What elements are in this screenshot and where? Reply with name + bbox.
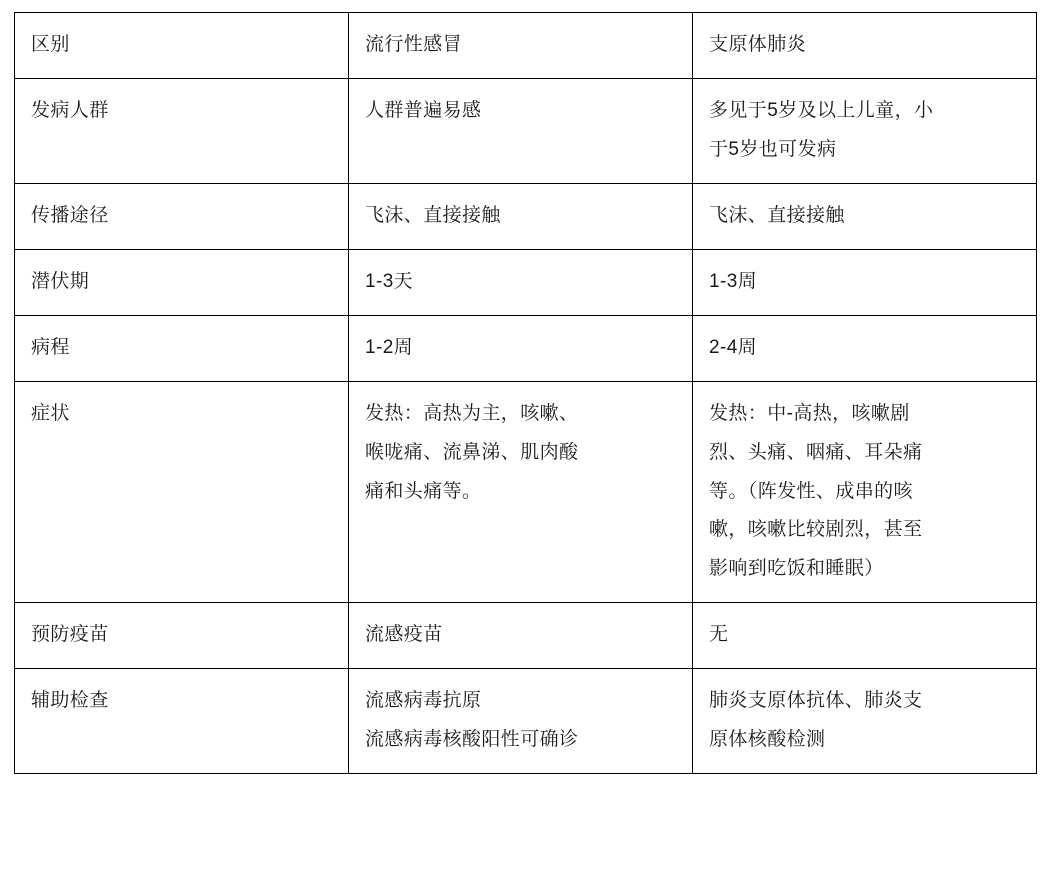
table-row [15,183,1037,249]
cell-line: 等。（阵发性、成串的咳 [709,480,913,502]
row-label: 发病人群 [15,78,349,183]
row-influenza-cell [349,381,693,603]
cell-line: 飞沫、直接接触 [709,204,845,226]
row-influenza-cell [349,603,693,669]
row-influenza-cell [349,249,693,315]
column-header-mycoplasma: 支原体肺炎 [693,13,1037,79]
row-label: 传播途径 [15,183,349,249]
row-mycoplasma-cell [693,249,1037,315]
table-row [15,381,1037,603]
row-mycoplasma-cell [693,183,1037,249]
row-mycoplasma-cell [693,78,1037,183]
row-label: 辅助检查 [15,669,349,774]
cell-line: 2-4周 [709,336,758,358]
cell-line: 1-3天 [365,270,414,292]
cell-line: 流感病毒抗原 [365,690,482,712]
table-row [15,603,1037,669]
cell-line: 流感病毒核酸阳性可确诊 [365,729,579,751]
cell-line: 肺炎支原体抗体、肺炎支 [709,690,923,712]
row-influenza-cell [349,669,693,774]
cell-line: 烈、头痛、咽痛、耳朵痛 [709,441,923,463]
cell-line: 飞沫、直接接触 [365,204,501,226]
row-influenza-cell [349,78,693,183]
cell-line: 喉咙痛、流鼻涕、肌肉酸 [365,441,579,463]
comparison-table [14,12,1037,774]
row-mycoplasma-cell [693,381,1037,603]
cell-line: 于5岁也可发病 [709,138,837,160]
cell-line: 痛和头痛等。 [365,480,482,502]
row-label: 症状 [15,381,349,603]
column-header-category: 区别 [15,13,349,79]
row-mycoplasma-cell [693,315,1037,381]
cell-line: 发热：高热为主，咳嗽、 [365,402,579,424]
cell-line: 影响到吃饭和睡眠） [709,558,884,580]
table-row [15,78,1037,183]
row-mycoplasma-cell [693,603,1037,669]
cell-line: 无 [709,624,729,646]
table-row [15,669,1037,774]
row-label: 潜伏期 [15,249,349,315]
cell-line: 发热：中-高热，咳嗽剧 [709,402,910,424]
row-label: 病程 [15,315,349,381]
cell-line: 1-2周 [365,336,414,358]
row-label: 预防疫苗 [15,603,349,669]
cell-line: 原体核酸检测 [709,729,826,751]
column-header-influenza: 流行性感冒 [349,13,693,79]
table-header-row [15,13,1037,79]
row-influenza-cell [349,183,693,249]
cell-line: 多见于5岁及以上儿童，小 [709,99,934,121]
cell-line: 流感疫苗 [365,624,443,646]
cell-line: 人群普遍易感 [365,99,482,121]
table-row [15,249,1037,315]
cell-line: 1-3周 [709,270,758,292]
row-mycoplasma-cell [693,669,1037,774]
table-row [15,315,1037,381]
cell-line: 嗽，咳嗽比较剧烈，甚至 [709,519,923,541]
row-influenza-cell [349,315,693,381]
